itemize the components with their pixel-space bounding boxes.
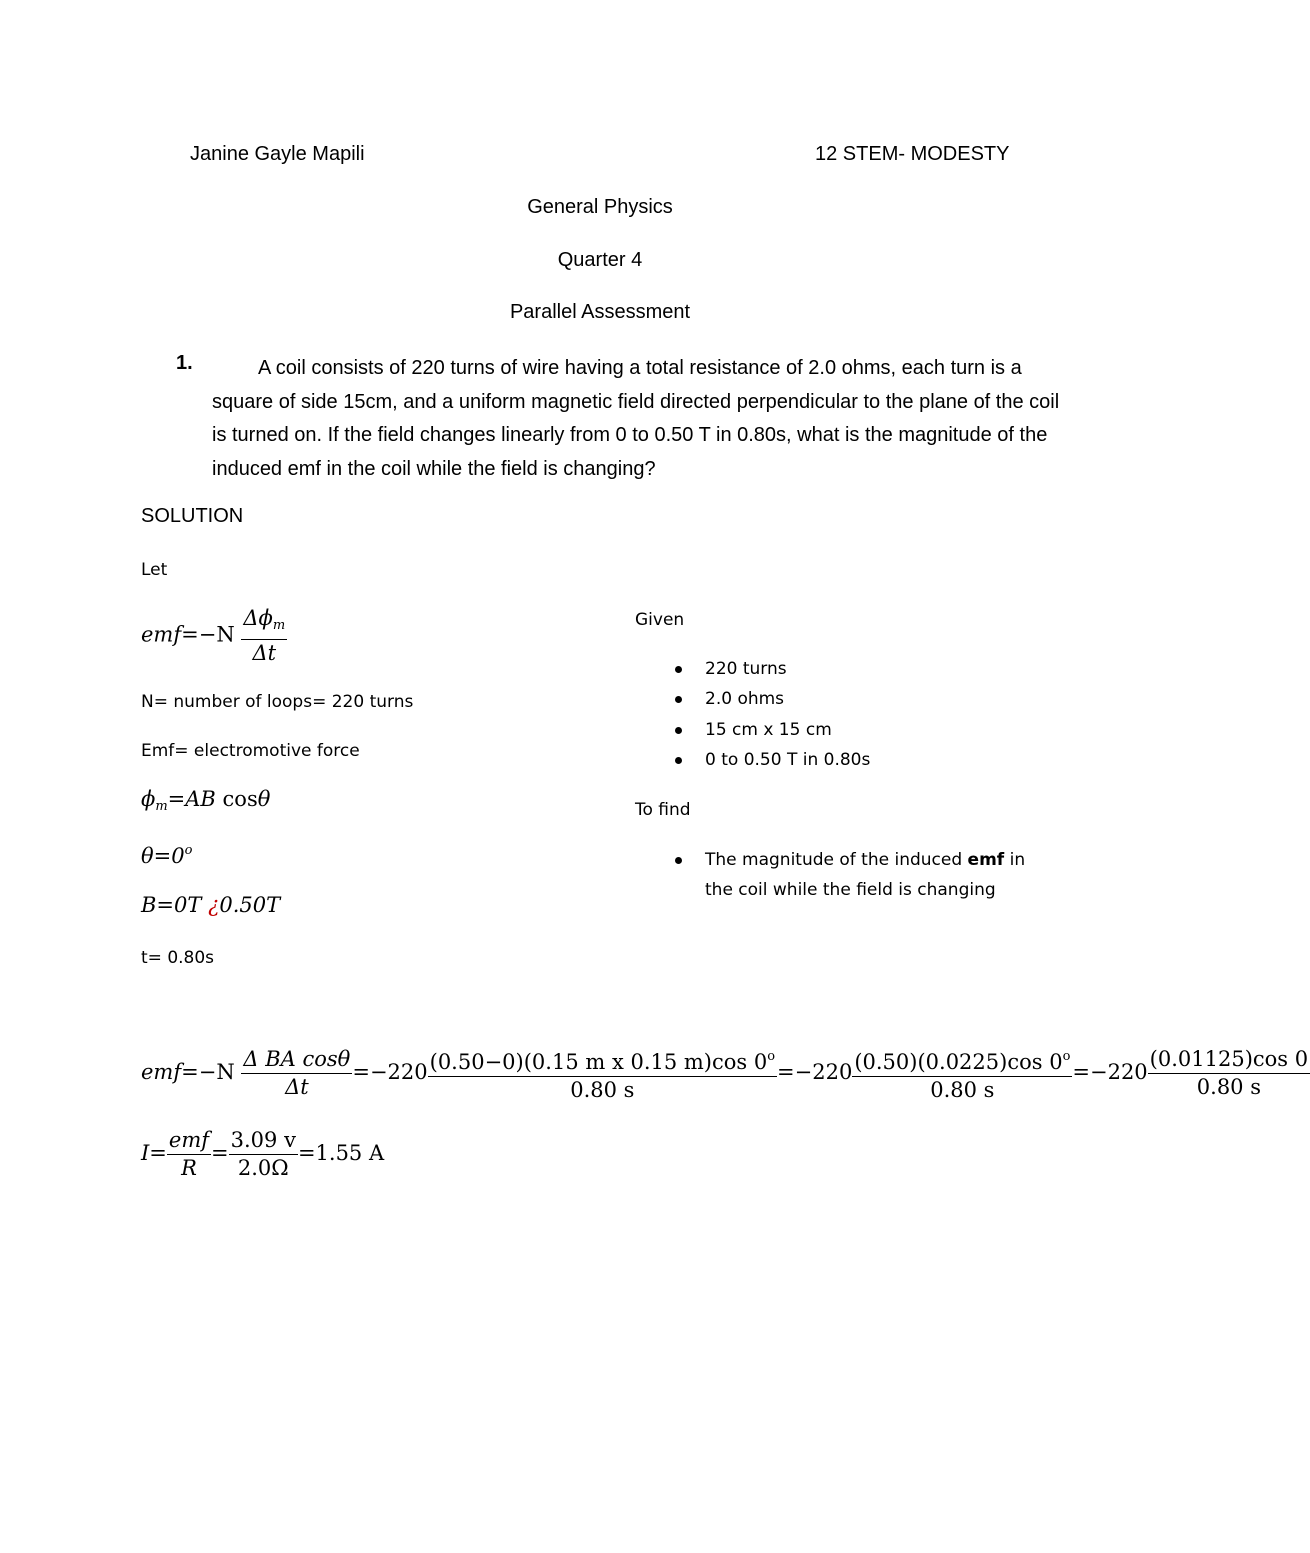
eq-neg-220-c: =−220 xyxy=(1072,1060,1148,1084)
given-item xyxy=(705,659,787,679)
equals-neg-n: =−N xyxy=(181,622,235,647)
bullet-icon xyxy=(675,757,682,764)
current-eq: = xyxy=(211,1141,229,1165)
fraction-1 xyxy=(241,1046,352,1101)
emf-computation xyxy=(141,1043,1310,1104)
fraction-1-den: Δt xyxy=(285,1075,309,1099)
given-item xyxy=(705,720,832,740)
current-computation xyxy=(141,1127,384,1182)
degree-mark: o xyxy=(184,843,193,858)
definition-n: N= number of loops= 220 turns xyxy=(141,692,414,712)
quarter-title: Quarter 4 xyxy=(557,249,643,271)
emf-lhs: emf xyxy=(141,1060,182,1084)
let-label: Let xyxy=(141,560,168,580)
ab-term: =AB xyxy=(167,787,216,811)
student-name: Janine Gayle Mapili xyxy=(190,143,365,165)
b-left: B=0T xyxy=(141,893,202,917)
flux-formula xyxy=(141,787,270,814)
bullet-icon xyxy=(675,696,682,703)
current-fraction-1 xyxy=(167,1127,211,1182)
delta-t: Δt xyxy=(241,639,287,667)
b-formula xyxy=(141,893,280,917)
phi-sub: m xyxy=(155,799,168,814)
assessment-title: Parallel Assessment xyxy=(509,301,691,323)
emf-formula xyxy=(141,605,287,667)
fraction-3-den: 0.80 s xyxy=(930,1078,995,1102)
solution-heading: SOLUTION xyxy=(141,505,244,527)
current-lhs: I= xyxy=(141,1141,167,1165)
bullet-icon xyxy=(675,727,682,734)
fraction-1-num: Δ BA cosθ xyxy=(241,1046,352,1074)
current-fraction-2 xyxy=(229,1127,298,1182)
eq-neg-220-b: =−220 xyxy=(777,1060,853,1084)
eq-neg-n: =−N xyxy=(181,1060,235,1084)
bullet-icon xyxy=(675,857,682,864)
given-item-text: 220 turns xyxy=(705,659,787,679)
range-marker: ¿ xyxy=(208,893,220,917)
current-result: =1.55 A xyxy=(297,1141,385,1165)
fraction-4-num: (0.01125)cos 0 xyxy=(1148,1046,1310,1074)
given-item-text: 0 to 0.50 T in 0.80s xyxy=(705,750,871,770)
fraction-4-den: 0.80 s xyxy=(1196,1075,1261,1099)
degree-mark: o xyxy=(1062,1049,1071,1064)
fraction-4 xyxy=(1148,1046,1310,1101)
flux-fraction xyxy=(241,605,287,667)
subject-title: General Physics xyxy=(527,196,673,218)
current-fraction-1-num: emf xyxy=(167,1127,211,1155)
to-find-bold: emf xyxy=(967,850,1005,870)
current-fraction-2-num: 3.09 v xyxy=(229,1127,298,1155)
question-text xyxy=(212,352,1072,486)
phi-symbol: ϕ xyxy=(141,787,156,811)
fraction-3 xyxy=(852,1043,1072,1104)
class-section: 12 STEM- MODESTY xyxy=(815,143,1010,165)
current-fraction-1-den: R xyxy=(181,1156,197,1180)
to-find-item-line2: the coil while the field is changing xyxy=(705,880,996,900)
theta-symbol: θ xyxy=(257,787,271,811)
cos-term: cos xyxy=(222,787,258,811)
given-label: Given xyxy=(635,610,685,630)
given-item-text: 2.0 ohms xyxy=(705,689,785,709)
to-find-label: To find xyxy=(635,800,691,820)
time-line: t= 0.80s xyxy=(141,948,215,968)
degree-mark: o xyxy=(767,1049,776,1064)
given-item-text: 15 cm x 15 cm xyxy=(705,720,832,740)
phi-subscript: m xyxy=(272,618,286,633)
definition-emf: Emf= electromotive force xyxy=(141,741,360,761)
given-item xyxy=(705,689,784,709)
fraction-2-den: 0.80 s xyxy=(570,1078,635,1102)
given-item xyxy=(705,750,870,770)
to-find-item xyxy=(705,850,1025,870)
eq-neg-220-a: =−220 xyxy=(352,1060,428,1084)
question-number: 1. xyxy=(176,352,193,374)
delta-phi: Δϕ xyxy=(243,606,273,630)
fraction-3-num: (0.50)(0.0225)cos 0 xyxy=(854,1050,1063,1074)
emf-symbol: emf xyxy=(141,622,182,647)
bullet-icon xyxy=(675,666,682,673)
theta-formula xyxy=(141,843,192,868)
question-body: A coil consists of 220 turns of wire having a total resistance of 2.0 ohms, each turn is a square of side 15cm, and a uniform magnetic field directed perpendicular to the plane of the coil is turned on. If the field changes linearly from 0 to 0.50 T in 0.80s, what is the magnitude of the induced emf in the coil while the field is changing? xyxy=(212,357,1060,480)
b-right: 0.50T xyxy=(219,893,281,917)
to-find-text: The magnitude of the induced xyxy=(705,850,968,870)
current-fraction-2-den: 2.0Ω xyxy=(237,1156,289,1180)
fraction-2-num: (0.50−0)(0.15 m x 0.15 m)cos 0 xyxy=(429,1050,768,1074)
to-find-suffix: in xyxy=(1004,850,1026,870)
theta-value: θ=0 xyxy=(141,844,185,868)
fraction-2 xyxy=(428,1043,777,1104)
